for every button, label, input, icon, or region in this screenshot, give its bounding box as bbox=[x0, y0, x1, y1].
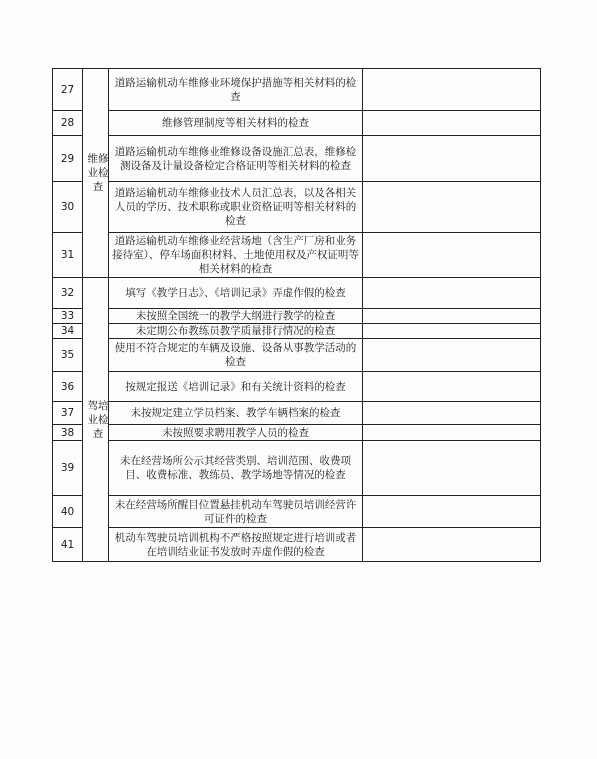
table-row bbox=[53, 372, 541, 402]
table-row bbox=[53, 136, 541, 182]
row-number: 32 bbox=[53, 278, 83, 309]
inspection-item: 道路运输机动车维修业维修设备设施汇总表，维修检测设备及计量设备检定合格证明等相关材料的检查 bbox=[109, 136, 363, 182]
result-cell[interactable] bbox=[363, 233, 541, 278]
table-row bbox=[53, 441, 541, 496]
result-cell[interactable] bbox=[363, 528, 541, 562]
result-cell[interactable] bbox=[363, 182, 541, 233]
row-number: 38 bbox=[53, 425, 83, 441]
row-number: 28 bbox=[53, 111, 83, 136]
table-row bbox=[53, 528, 541, 562]
row-number: 34 bbox=[53, 324, 83, 339]
inspection-item: 未按规定建立学员档案、教学车辆档案的检查 bbox=[109, 402, 363, 425]
row-number: 39 bbox=[53, 441, 83, 496]
result-cell[interactable] bbox=[363, 496, 541, 528]
category-training-inspection bbox=[83, 278, 109, 562]
table-row bbox=[53, 402, 541, 425]
row-number: 36 bbox=[53, 372, 83, 402]
category-label: 驾培业检查 bbox=[87, 399, 109, 440]
row-number: 29 bbox=[53, 136, 83, 182]
inspection-item: 未定期公布教练员教学质量排行情况的检查 bbox=[109, 324, 363, 339]
row-number: 31 bbox=[53, 233, 83, 278]
inspection-item: 使用不符合规定的车辆及设施、设备从事教学活动的检查 bbox=[109, 339, 363, 372]
table-row bbox=[53, 111, 541, 136]
table-row bbox=[53, 309, 541, 324]
result-cell[interactable] bbox=[363, 309, 541, 324]
table-row bbox=[53, 233, 541, 278]
inspection-item: 未在经营场所公示其经营类别、培训范围、收费项目、收费标准、教练员、教学场地等情况的检查 bbox=[109, 441, 363, 496]
inspection-item: 按规定报送《培训记录》和有关统计资料的检查 bbox=[109, 372, 363, 402]
result-cell[interactable] bbox=[363, 136, 541, 182]
inspection-item: 维修管理制度等相关材料的检查 bbox=[109, 111, 363, 136]
table-row bbox=[53, 182, 541, 233]
result-cell[interactable] bbox=[363, 441, 541, 496]
row-number: 37 bbox=[53, 402, 83, 425]
inspection-checklist-table bbox=[52, 68, 541, 562]
category-repair-inspection bbox=[83, 69, 109, 278]
inspection-item: 机动车驾驶员培训机构不严格按照规定进行培训或者在培训结业证书发放时弄虚作假的检查 bbox=[109, 528, 363, 562]
result-cell[interactable] bbox=[363, 402, 541, 425]
table-row bbox=[53, 278, 541, 309]
inspection-item: 填写《教学日志》、《培训记录》弄虚作假的检查 bbox=[109, 278, 363, 309]
row-number: 27 bbox=[53, 69, 83, 111]
result-cell[interactable] bbox=[363, 111, 541, 136]
inspection-item: 未按照全国统一的教学大纲进行教学的检查 bbox=[109, 309, 363, 324]
result-cell[interactable] bbox=[363, 425, 541, 441]
result-cell[interactable] bbox=[363, 372, 541, 402]
row-number: 33 bbox=[53, 309, 83, 324]
result-cell[interactable] bbox=[363, 324, 541, 339]
row-number: 40 bbox=[53, 496, 83, 528]
inspection-item: 未在经营场所醒目位置悬挂机动车驾驶员培训经营许可证件的检查 bbox=[109, 496, 363, 528]
category-label: 维修业检查 bbox=[87, 153, 109, 193]
table-row bbox=[53, 339, 541, 372]
inspection-item: 道路运输机动车维修业环境保护措施等相关材料的检查 bbox=[109, 69, 363, 111]
inspection-item: 未按照要求聘用教学人员的检查 bbox=[109, 425, 363, 441]
result-cell[interactable] bbox=[363, 69, 541, 111]
result-cell[interactable] bbox=[363, 278, 541, 309]
row-number: 30 bbox=[53, 182, 83, 233]
row-number: 41 bbox=[53, 528, 83, 562]
table-row bbox=[53, 496, 541, 528]
table-row bbox=[53, 324, 541, 339]
inspection-item: 道路运输机动车维修业技术人员汇总表，以及各相关人员的学历、技术职称或职业资格证明等相关材料的检查 bbox=[109, 182, 363, 233]
result-cell[interactable] bbox=[363, 339, 541, 372]
inspection-item: 道路运输机动车维修业经营场地（含生产厂房和业务接待室）、停车场面积材料、土地使用权及产权证明等相关材料的检查 bbox=[109, 233, 363, 278]
table-row bbox=[53, 69, 541, 111]
table-row bbox=[53, 425, 541, 441]
row-number: 35 bbox=[53, 339, 83, 372]
